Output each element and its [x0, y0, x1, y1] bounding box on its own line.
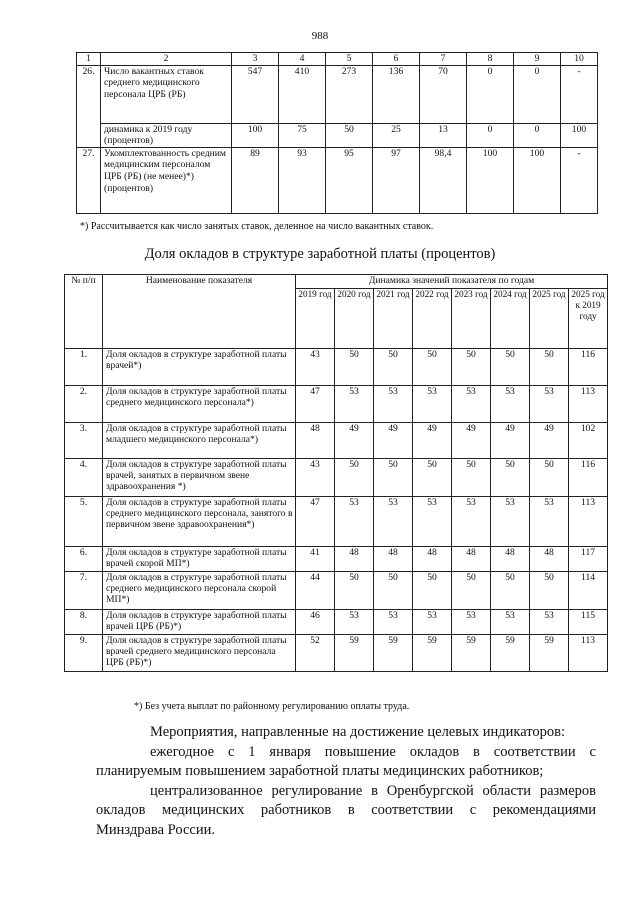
value-cell: 50 — [413, 349, 452, 386]
column-number-header: № п/п — [65, 275, 103, 349]
row-number: 3. — [65, 423, 103, 459]
table1-header-cell: 8 — [467, 53, 514, 66]
salary-share-table — [64, 274, 608, 672]
value-cell: 547 — [232, 65, 279, 123]
value-cell: 44 — [296, 572, 335, 610]
paragraph-line: планируемым повышением заработной платы медицинских работников; — [96, 763, 544, 779]
value-cell: 47 — [296, 497, 335, 547]
value-cell: 50 — [530, 572, 569, 610]
table-row — [77, 123, 598, 147]
value-cell: 48 — [530, 547, 569, 572]
value-cell: 59 — [374, 635, 413, 672]
row-number: 7. — [65, 572, 103, 610]
value-cell: - — [561, 147, 598, 213]
value-cell: 89 — [232, 147, 279, 213]
table1-header-cell: 7 — [420, 53, 467, 66]
table1-header-cell: 2 — [101, 53, 232, 66]
value-cell: 50 — [491, 572, 530, 610]
value-cell: 53 — [530, 497, 569, 547]
table-row — [65, 459, 608, 497]
year-header: 2025 год к 2019 году — [569, 289, 608, 349]
value-cell: 48 — [452, 547, 491, 572]
value-cell: 25 — [373, 123, 420, 147]
value-cell: 50 — [335, 572, 374, 610]
row-number: 9. — [65, 635, 103, 672]
value-cell: 53 — [491, 610, 530, 635]
table-row — [65, 497, 608, 547]
table1-header-cell: 4 — [279, 53, 326, 66]
value-cell: 49 — [530, 423, 569, 459]
value-cell: 48 — [374, 547, 413, 572]
value-cell: 117 — [569, 547, 608, 572]
table-row — [77, 65, 598, 123]
year-header: 2021 год — [374, 289, 413, 349]
row-number: 2. — [65, 386, 103, 423]
indicator-name: Число вакантных ставок среднего медицинского персонала ЦРБ (РБ) — [101, 65, 232, 123]
value-cell: 59 — [413, 635, 452, 672]
value-cell: 50 — [413, 572, 452, 610]
indicator-name: Доля окладов в структуре заработной платы среднего медицинского персонала*) — [103, 386, 296, 423]
value-cell: 0 — [467, 123, 514, 147]
page-number: 988 — [311, 30, 329, 42]
table1-header-cell: 1 — [77, 53, 101, 66]
value-cell: 113 — [569, 635, 608, 672]
value-cell: 100 — [467, 147, 514, 213]
year-header: 2025 год — [530, 289, 569, 349]
value-cell: 48 — [413, 547, 452, 572]
paragraph-line: централизованное регулирование в Оренбургской области размеров — [150, 783, 596, 799]
value-cell: 50 — [335, 349, 374, 386]
value-cell: 50 — [326, 123, 373, 147]
value-cell: 53 — [491, 386, 530, 423]
value-cell: 47 — [296, 386, 335, 423]
value-cell: 50 — [452, 349, 491, 386]
value-cell: 46 — [296, 610, 335, 635]
value-cell: 114 — [569, 572, 608, 610]
value-cell: 52 — [296, 635, 335, 672]
value-cell: 100 — [561, 123, 598, 147]
value-cell: 50 — [530, 459, 569, 497]
indicator-name: Укомплектованность средним медицинским персоналом ЦРБ (РБ) (не менее)*) (процентов) — [101, 147, 232, 213]
table2-body — [65, 349, 608, 672]
row-number: 4. — [65, 459, 103, 497]
table1-header-cell: 5 — [326, 53, 373, 66]
indicator-name: Доля окладов в структуре заработной платы среднего медицинского персонала скорой МП*) — [103, 572, 296, 610]
indicator-name: Доля окладов в структуре заработной платы врачей скорой МП*) — [103, 547, 296, 572]
value-cell: 273 — [326, 65, 373, 123]
value-cell: 49 — [491, 423, 530, 459]
value-cell: 53 — [530, 610, 569, 635]
value-cell: 116 — [569, 459, 608, 497]
column-name-header: Наименование показателя — [103, 275, 296, 349]
row-number: 1. — [65, 349, 103, 386]
value-cell: 102 — [569, 423, 608, 459]
value-cell: 50 — [335, 459, 374, 497]
value-cell: 50 — [374, 459, 413, 497]
row-number: 5. — [65, 497, 103, 547]
table-row — [65, 610, 608, 635]
table-row — [65, 423, 608, 459]
value-cell: 95 — [326, 147, 373, 213]
table-row — [65, 386, 608, 423]
value-cell: 53 — [374, 610, 413, 635]
table1-header-cell: 10 — [561, 53, 598, 66]
value-cell: 115 — [569, 610, 608, 635]
value-cell: 136 — [373, 65, 420, 123]
table1-header-cell: 6 — [373, 53, 420, 66]
value-cell: 48 — [335, 547, 374, 572]
paragraph-line: ежегодное с 1 января повышение окладов в соответствии с — [150, 744, 596, 760]
paragraph-line: Минздрава России. — [96, 822, 215, 838]
value-cell: 97 — [373, 147, 420, 213]
indicator-name: динамика к 2019 году (процентов) — [101, 123, 232, 147]
value-cell: 70 — [420, 65, 467, 123]
row-number: 6. — [65, 547, 103, 572]
year-header: 2022 год — [413, 289, 452, 349]
indicator-name: Доля окладов в структуре заработной платы младшего медицинского персонала*) — [103, 423, 296, 459]
value-cell: 59 — [452, 635, 491, 672]
value-cell: 53 — [374, 497, 413, 547]
indicators-table-continued — [76, 52, 598, 214]
value-cell: 53 — [491, 497, 530, 547]
table1-header-row — [77, 53, 598, 66]
table2-header-row — [65, 275, 608, 289]
value-cell: 50 — [491, 349, 530, 386]
value-cell: 93 — [279, 147, 326, 213]
indicator-name: Доля окладов в структуре заработной платы врачей, занятых в первичном звене здравоохранения *) — [103, 459, 296, 497]
table-row — [65, 635, 608, 672]
value-cell: 50 — [491, 459, 530, 497]
value-cell: 53 — [335, 610, 374, 635]
value-cell: 59 — [335, 635, 374, 672]
value-cell: 59 — [491, 635, 530, 672]
year-header: 2024 год — [491, 289, 530, 349]
value-cell: - — [561, 65, 598, 123]
value-cell: 50 — [452, 572, 491, 610]
value-cell: 116 — [569, 349, 608, 386]
table-title: Доля окладов в структуре заработной платы (процентов) — [144, 246, 496, 262]
value-cell: 50 — [374, 572, 413, 610]
value-cell: 49 — [452, 423, 491, 459]
indicator-name: Доля окладов в структуре заработной платы врачей среднего медицинского персонала ЦРБ (РБ)*) — [103, 635, 296, 672]
value-cell: 50 — [374, 349, 413, 386]
table-row — [65, 547, 608, 572]
value-cell: 48 — [296, 423, 335, 459]
year-header: 2019 год — [296, 289, 335, 349]
value-cell: 48 — [491, 547, 530, 572]
row-number: 8. — [65, 610, 103, 635]
value-cell: 43 — [296, 459, 335, 497]
table-row — [77, 147, 598, 213]
value-cell: 0 — [514, 123, 561, 147]
measures-heading: Мероприятия, направленные на достижение целевых индикаторов: — [150, 724, 566, 740]
value-cell: 53 — [335, 386, 374, 423]
value-cell: 0 — [467, 65, 514, 123]
value-cell: 410 — [279, 65, 326, 123]
value-cell: 41 — [296, 547, 335, 572]
value-cell: 49 — [335, 423, 374, 459]
indicator-name: Доля окладов в структуре заработной платы среднего медицинского персонала, занятого в первичном звене здравоохранения*) — [103, 497, 296, 547]
column-dynamics-header: Динамика значений показателя по годам — [296, 275, 608, 289]
footnote: *) Без учета выплат по районному регулированию оплаты труда. — [134, 701, 410, 712]
value-cell: 53 — [452, 610, 491, 635]
value-cell: 53 — [413, 610, 452, 635]
value-cell: 53 — [452, 497, 491, 547]
value-cell: 53 — [413, 386, 452, 423]
table-row — [65, 572, 608, 610]
value-cell: 0 — [514, 65, 561, 123]
value-cell: 49 — [374, 423, 413, 459]
table1-header-cell: 9 — [514, 53, 561, 66]
value-cell: 13 — [420, 123, 467, 147]
row-number: 27. — [77, 147, 101, 213]
value-cell: 50 — [530, 349, 569, 386]
value-cell: 53 — [530, 386, 569, 423]
value-cell: 100 — [232, 123, 279, 147]
value-cell: 113 — [569, 386, 608, 423]
value-cell: 43 — [296, 349, 335, 386]
indicator-name: Доля окладов в структуре заработной платы врачей*) — [103, 349, 296, 386]
indicator-name: Доля окладов в структуре заработной платы врачей ЦРБ (РБ)*) — [103, 610, 296, 635]
value-cell: 75 — [279, 123, 326, 147]
value-cell: 53 — [335, 497, 374, 547]
value-cell: 53 — [374, 386, 413, 423]
value-cell: 50 — [452, 459, 491, 497]
paragraph-line: окладов медицинских работников в соответствии с рекомендациями — [96, 802, 596, 818]
value-cell: 53 — [452, 386, 491, 423]
year-header: 2020 год — [335, 289, 374, 349]
footnote: *) Рассчитывается как число занятых ставок, деленное на число вакантных ставок. — [80, 221, 434, 232]
value-cell: 59 — [530, 635, 569, 672]
value-cell: 49 — [413, 423, 452, 459]
table-row — [65, 349, 608, 386]
table1-header-cell: 3 — [232, 53, 279, 66]
value-cell: 100 — [514, 147, 561, 213]
value-cell: 50 — [413, 459, 452, 497]
value-cell: 53 — [413, 497, 452, 547]
value-cell: 98,4 — [420, 147, 467, 213]
row-number: 26. — [77, 65, 101, 147]
year-header: 2023 год — [452, 289, 491, 349]
value-cell: 113 — [569, 497, 608, 547]
